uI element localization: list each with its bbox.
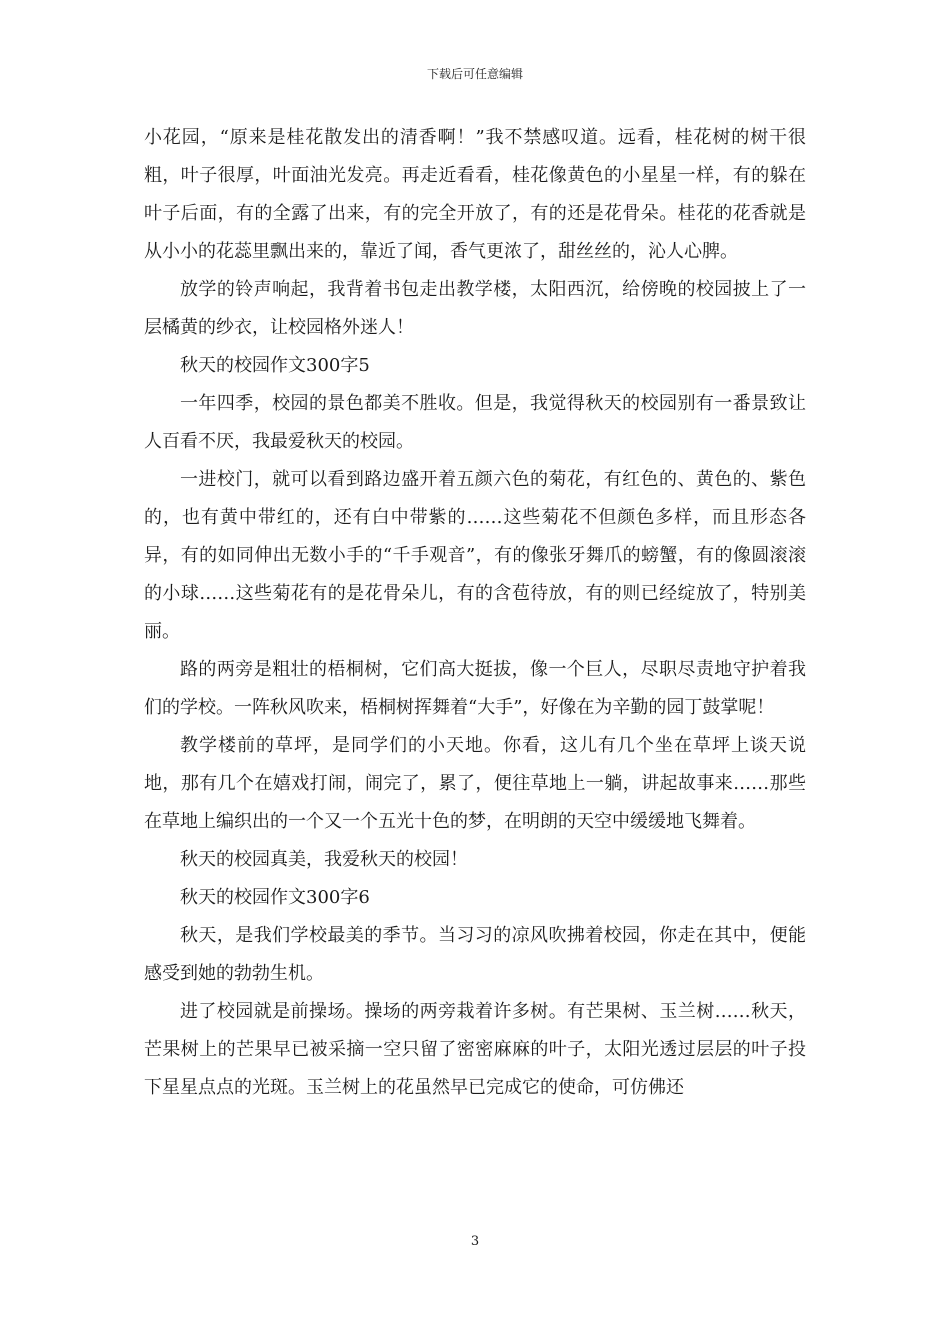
paragraph: 进了校园就是前操场。操场的两旁栽着许多树。有芒果树、玉兰树……秋天，芒果树上的芒果早已被采摘一空只留了密密麻麻的叶子，太阳光透过层层的叶子投下星星点点的光斑。玉兰树上的花虽然早已完成它的使命，可仿佛还	[144, 1001, 806, 1098]
paragraph: 路的两旁是粗壮的梧桐树，它们高大挺拔，像一个巨人，尽职尽责地守护着我们的学校。一阵秋风吹来，梧桐树挥舞着“大手”，好像在为辛勤的园丁鼓掌呢！	[144, 659, 806, 718]
paragraph: 一年四季，校园的景色都美不胜收。但是，我觉得秋天的校园别有一番景致让人百看不厌，我最爱秋天的校园。	[144, 393, 806, 452]
paragraph: 秋天，是我们学校最美的季节。当习习的凉风吹拂着校园，你走在其中，便能感受到她的勃勃生机。	[144, 925, 806, 984]
paragraph: 放学的铃声响起，我背着书包走出教学楼，太阳西沉，给傍晚的校园披上了一层橘黄的纱衣，让校园格外迷人！	[144, 279, 806, 338]
page-number: 3	[470, 1234, 480, 1249]
paragraph: 一进校门，就可以看到路边盛开着五颜六色的菊花，有红色的、黄色的、紫色的，也有黄中带红的，还有白中带紫的……这些菊花不但颜色多样，而且形态各异，有的如同伸出无数小手的“千手观音”，有的像张牙舞爪的螃蟹，有的像圆滚滚的小球……这些菊花有的是花骨朵儿，有的含苞待放，有的则已经绽放了，特别美丽。	[144, 469, 806, 642]
paragraph-continued: 小花园，“原来是桂花散发出的清香啊！”我不禁感叹道。远看，桂花树的树干很粗，叶子很厚，叶面油光发亮。再走近看看，桂花像黄色的小星星一样，有的躲在叶子后面，有的全露了出来，有的完全开放了，有的还是花骨朵。桂花的花香就是从小小的花蕊里飘出来的，靠近了闻，香气更浓了，甜丝丝的，沁人心脾。	[144, 127, 806, 262]
document-body	[144, 119, 806, 1107]
essay-title: 秋天的校园作文300字6	[180, 887, 370, 908]
essay-title: 秋天的校园作文300字5	[180, 355, 370, 376]
paragraph: 秋天的校园真美，我爱秋天的校园！	[180, 849, 468, 870]
page-header: 下载后可任意编辑	[426, 67, 523, 81]
paragraph: 教学楼前的草坪，是同学们的小天地。你看，这儿有几个坐在草坪上谈天说地，那有几个在嬉戏打闹，闹完了，累了，便往草地上一躺，讲起故事来……那些在草地上编织出的一个又一个五光十色的梦，在明朗的天空中缓缓地飞舞着。	[144, 735, 806, 832]
